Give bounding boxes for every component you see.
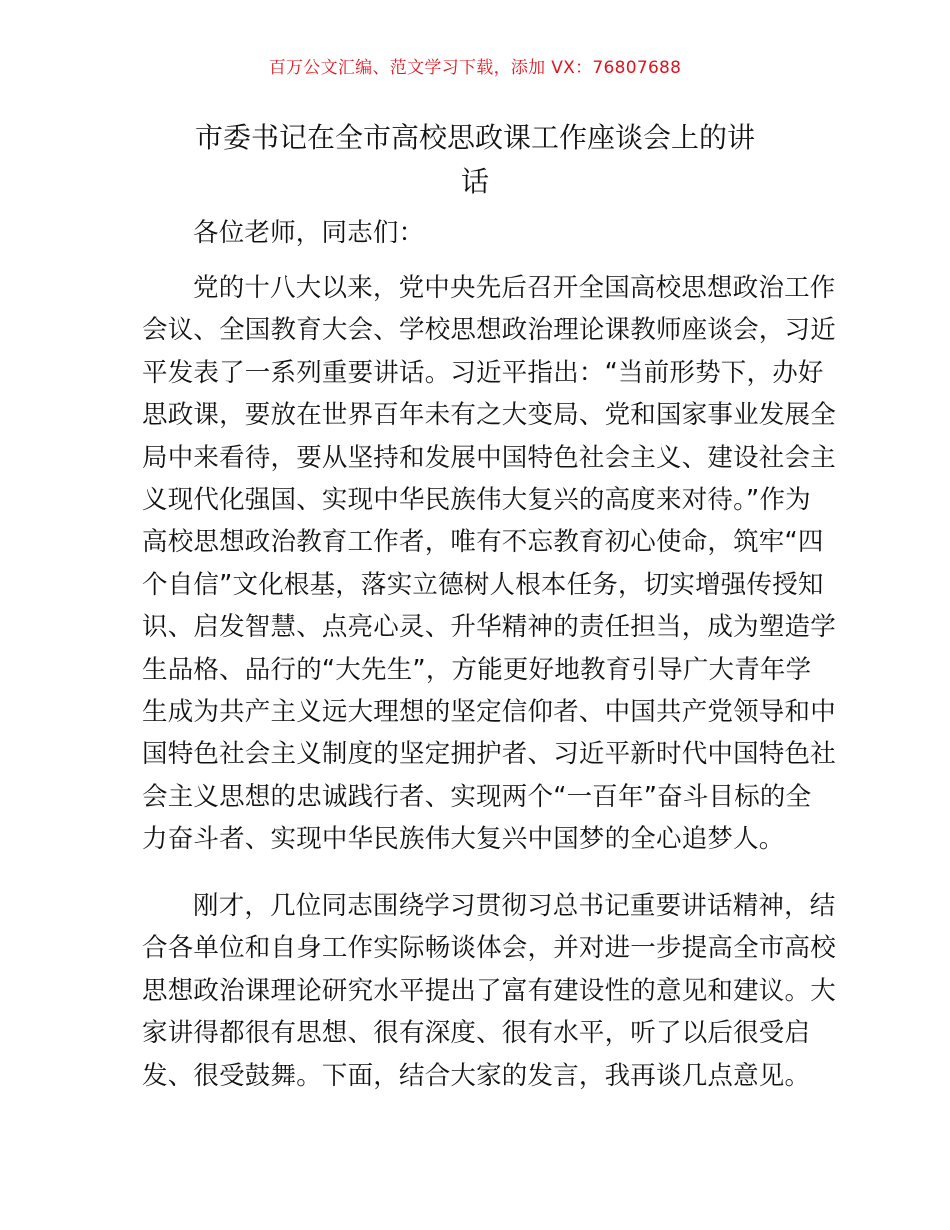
paragraph-line: 思政课，要放在世界百年未有之大变局、党和国家事业发展全 <box>142 400 836 431</box>
title-line: 话 <box>460 165 489 198</box>
paragraph-line: 生品格、品行的“大先生”，方能更好地教育引导广大青年学 <box>142 654 812 685</box>
paragraph-line: 合各单位和自身工作实际畅谈体会，并对进一步提高全市高校 <box>142 933 836 964</box>
salutation-text: 各位老师，同志们： <box>193 218 425 248</box>
paragraph-line: 局中来看待，要从坚持和发展中国特色社会主义、建设社会主 <box>142 442 836 473</box>
paragraph-line: 国特色社会主义制度的坚定拥护者、习近平新时代中国特色社 <box>142 739 836 770</box>
paragraph-2 <box>142 885 836 1097</box>
salutation <box>142 212 812 254</box>
paragraph-line: 义现代化强国、实现中华民族伟大复兴的高度来对待。”作为 <box>142 484 811 515</box>
paragraph-line: 刚才，几位同志围绕学习贯彻习总书记重要讲话精神，结 <box>193 891 836 921</box>
paragraph-line: 高校思想政治教育工作者，唯有不忘教育初心使命，筑牢“四 <box>142 527 824 558</box>
paragraph-1 <box>142 267 836 860</box>
title-line: 市委书记在全市高校思政课工作座谈会上的讲 <box>194 121 755 154</box>
paragraph-line: 平发表了一系列重要讲话。习近平指出：“当前形势下，办好 <box>142 357 824 388</box>
paragraph-line: 发、很受鼓舞。下面，结合大家的发言，我再谈几点意见。 <box>142 1060 811 1091</box>
watermark-banner: 百万公文汇编、范文学习下载，添加 VX：76807688 <box>268 58 682 78</box>
paragraph-line: 家讲得都很有思想、很有深度、很有水平，听了以后很受启 <box>142 1018 811 1049</box>
paragraph-line: 力奋斗者、实现中华民族伟大复兴中国梦的全心追梦人。 <box>142 824 785 855</box>
paragraph-line: 思想政治课理论研究水平提出了富有建设性的意见和建议。大 <box>142 975 836 1006</box>
paragraph-line: 会主义思想的忠诚践行者、实现两个“一百年”奋斗目标的全 <box>142 781 812 812</box>
paragraph-line: 会议、全国教育大会、学校思想政治理论课教师座谈会，习近 <box>142 315 836 346</box>
paragraph-line: 党的十八大以来，党中央先后召开全国高校思想政治工作 <box>193 273 836 303</box>
paragraph-line: 个自信”文化根基，落实立德树人根本任务，切实增强传授知 <box>142 569 824 600</box>
paragraph-line: 识、启发智慧、点亮心灵、升华精神的责任担当，成为塑造学 <box>142 612 836 643</box>
paragraph-line: 生成为共产主义远大理想的坚定信仰者、中国共产党领导和中 <box>142 696 836 727</box>
document-title <box>140 116 810 204</box>
